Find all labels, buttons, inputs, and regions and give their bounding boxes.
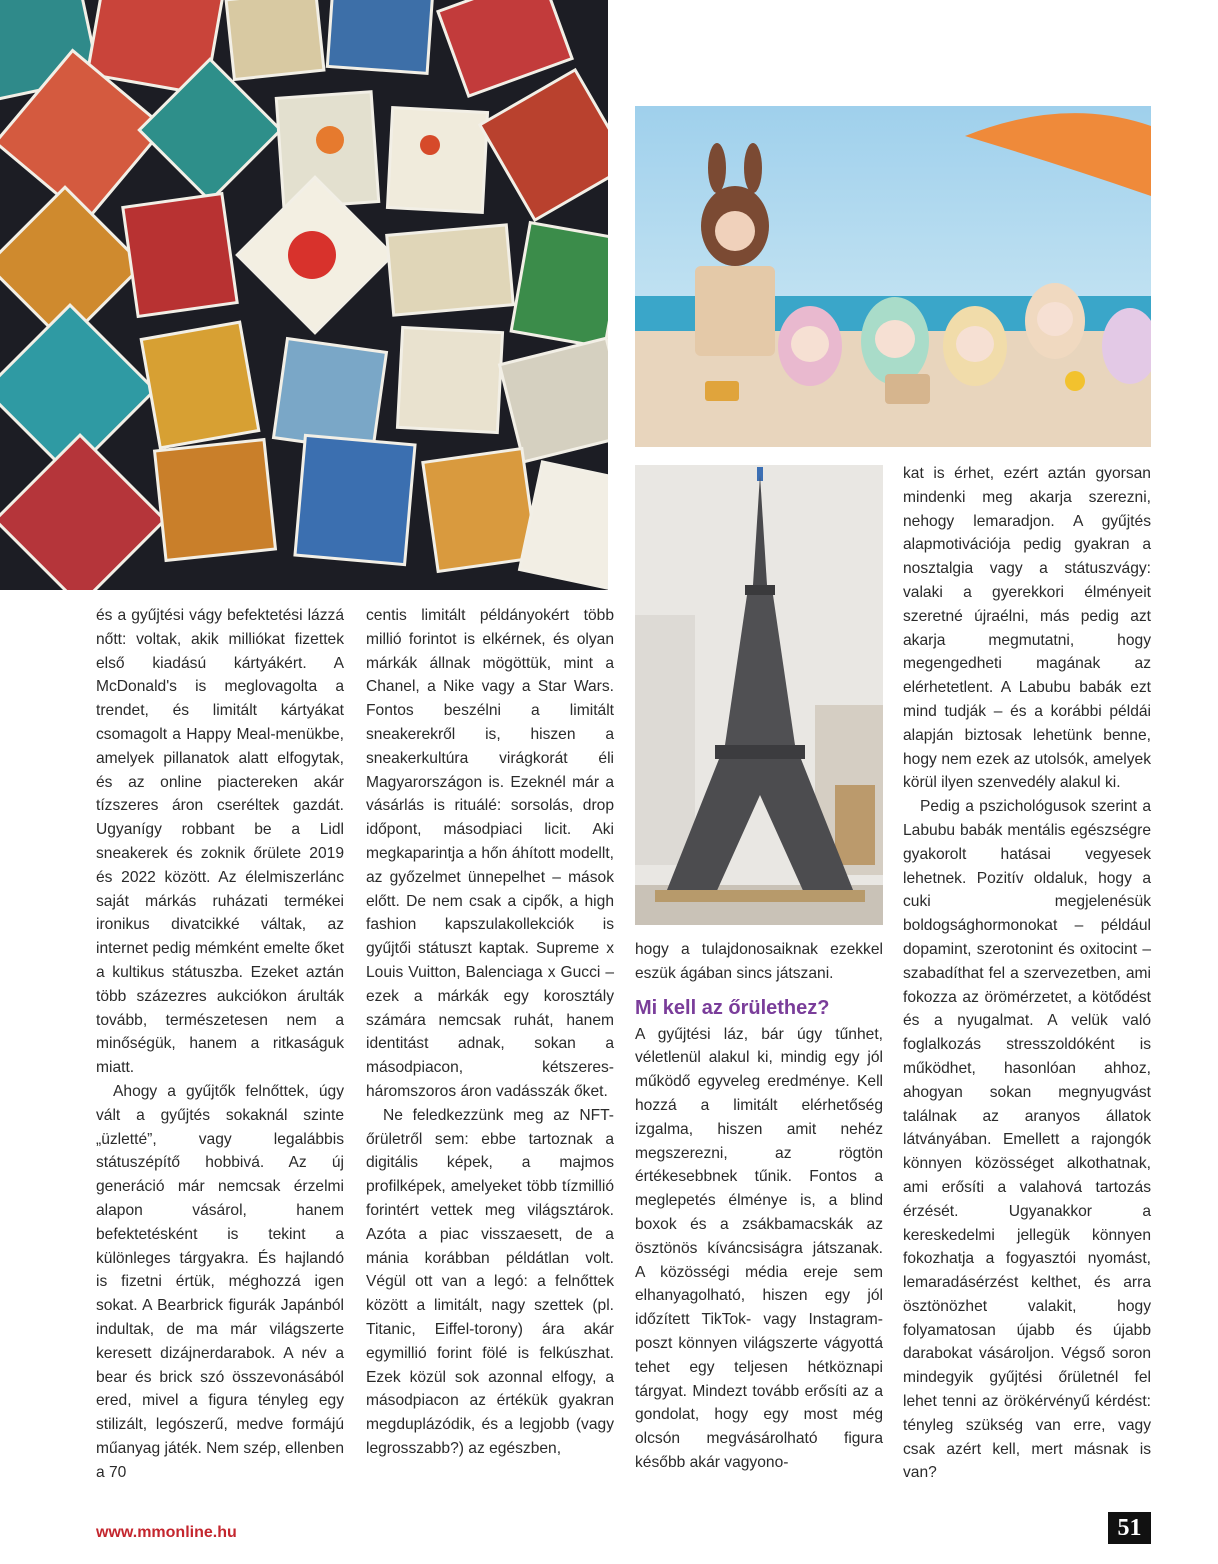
eiffel-photo: [635, 465, 883, 925]
column-2-paragraph-1: centis limitált példányokért több millió forintot is elkérnek, és olyan márkák állnak mögöttük, mint a Chanel, a Nike vagy a Star Wars. Fontos beszélni a limitált sneakerekről is, hiszen a sneakerkultúra virágkorát éli Magyarországon is. Ezeknél már a vásárlás is rituálé: sorsolás, drop időpont, másodpiaci licit. Aki megkaparintja a hőn áhított modellt, az győzelmet ünnepelhet – mások előtt. De nem csak a cipők, a high fashion kapszulakollekciók is gyűjtői státuszt kaptak. Supreme x Louis Vuitton, Balenciaga x Gucci – ezek a márkák egy korosztály számára nemcsak ruhát, hanem identitást adnak, sokan a másodpiacon, kétszeres-háromszoros áron vadásszák őket.: [366, 607, 614, 1100]
column-3-paragraph-2: A gyűjtési láz, bár úgy tűnhet, véletlenül alakul ki, mindig egy jól működő egyveleg eredménye. Kell hozzá a limitált elérhetőség izgalma, hiszen amit nehéz megszerezni, az rögtön értékesebbnek tűnik. Fontos a meglepetés élménye is, a blind boxok és a zsákbamacskák az ösztönös kíváncsiságra játszanak. A közösségi média ereje sem elhanyagolható, hiszen egy jól időzített TikTok- vagy Instagram-poszt könnyen világszerte vágyottá tehet egy teljesen hétköznapi tárgyat. Mindezt tovább erősíti az a gondolat, hogy egy most még olcsón megvásárolható figura később akár vagyono-: [635, 1025, 883, 1471]
column-2-paragraph-2: Ne feledkezzünk meg az NFT-őrületről sem: ebbe tartoznak a digitális képek, a majmos profilképek, amelyeket több tízmillió forintért vettek meg világsztárok. Azóta a piac visszaesett, de a mánia korábban példátlan volt. Végül ott van a legó: a felnőttek között a limitált, nagy szettek (pl. Titanic, Eiffel-torony) ára akár egymillió forint fölé is felkúszhat. Ezek közül sok azonnal elfogy, a másodpiacon az értékük gyakran megduplázódik, és a legjobb (vagy legrosszabb?) az egészben,: [366, 1106, 614, 1457]
labubu-photo: [635, 106, 1151, 447]
column-4: [903, 462, 1151, 1485]
stamps-photo: [0, 0, 608, 590]
column-3: [635, 938, 883, 1475]
column-3-paragraph-1: hogy a tulajdonosaiknak ezekkel eszük ágában sincs játszani.: [635, 941, 883, 982]
section-heading: Mi kell az őrülethez?: [635, 996, 830, 1019]
lego-eiffel-tower-photo: [635, 465, 883, 925]
column-4-paragraph-1: kat is érhet, ezért aztán gyorsan mindenki meg akarja szerezni, nehogy lemaradjon. A gyűjtés alapmotivációja pedig gyakran a nosztalgia vagy a státuszvágy: valaki a gyerekkori élményeit szeretné újraélni, más pedig azt akarja megmutatni, hogy megengedheti magának az elérhetetlent. A Labubu babák ezt mind tudják – és a korábbi példái alapján biztosak lehetünk benne, hogy nem ezek az utolsók, amelyek körül ilyen szenvedély alakul ki.: [903, 465, 1151, 792]
column-1-paragraph-2: Ahogy a gyűjtők felnőttek, úgy vált a gyűjtés sokaknál szinte „üzletté”, vagy legalábbis státuszépítő hobbivá. Az új generáció már nemcsak érzelmi alapon vásárol, hanem befektetésként is tekint a különleges tárgyakra. És hajlandó is fizetni értük, méghozzá igen sokat. A Bearbrick figurák Japánból indultak, de ma már világszerte keresett dizájnerdarabok. A név a bear és brick szó összevonásából ered, mivel a figura tényleg egy stilizált, legószerű, medve formájú műanyag játék. Nem szép, ellenben a 70: [96, 1082, 344, 1481]
column-1-paragraph-1: és a gyűjtési vágy befektetési lázzá nőtt: voltak, akik milliókat fizettek első kiadású kártyákért. A McDonald's is meglovagolta a trendet, és limitált kártyákat csomagolt a Happy Meal-menükbe, amelyek pillanatok alatt elfogytak, és az online piactereken akár tízszeres áron cseréltek gazdát. Ugyanígy robbant be a Lidl sneakerek és zoknik őrülete 2019 és 2022 között. Az élelmiszerlánc saját márkás ruházati termékei ironikus divatcikké váltak, az internet pedig mémként emelte őket a kultikus státuszba. Ezeket aztán több százezres aukciókon árulták tovább, természetesen nem a minőségük, hanem a ritkaságuk miatt.: [96, 607, 344, 1077]
column-1: [96, 604, 344, 1484]
column-4-paragraph-2: Pedig a pszichológusok szerint a Labubu babák mentális egészségre gyakorolt hatásai vegyesek lehetnek. Pozitív oldaluk, hogy a cuki megjelenésük boldogsághormonokat – például dopamint, szerotonint és oxitocint – szabadíthat fel a szervezetben, ami fokozza az örömérzetet, a kötődést és a nyugalmat. A velük való foglalkozás stresszoldóként is működhet, hasonlóan ahhoz, ahogyan sokan megnyugvást találnak az aranyos állatok látványában. Emellett a rajongók könnyen közösséget alkothatnak, ami erősíti a valahová tartozás érzését. Ugyanakkor a kereskedelmi jellegük könnyen fokozhatja a fogyasztói nyomást, lemaradásérzést kelthet, és arra ösztönözhet valakit, hogy folyamatosan újabb és újabb darabokat vásároljon. Végső soron mindegyik gyűjtési őrületnél fel lehet tenni az örökérvényű kérdést: tényleg szükség van erre, vagy csak azért kell, mert másnak is van?: [903, 798, 1151, 1482]
footer-url[interactable]: www.mmonline.hu: [96, 1524, 237, 1541]
labubu-figures-beach-photo: [635, 106, 1151, 447]
page-number: 51: [1108, 1512, 1151, 1544]
column-2: [366, 604, 614, 1461]
stamp-collection-photo: [0, 0, 608, 590]
